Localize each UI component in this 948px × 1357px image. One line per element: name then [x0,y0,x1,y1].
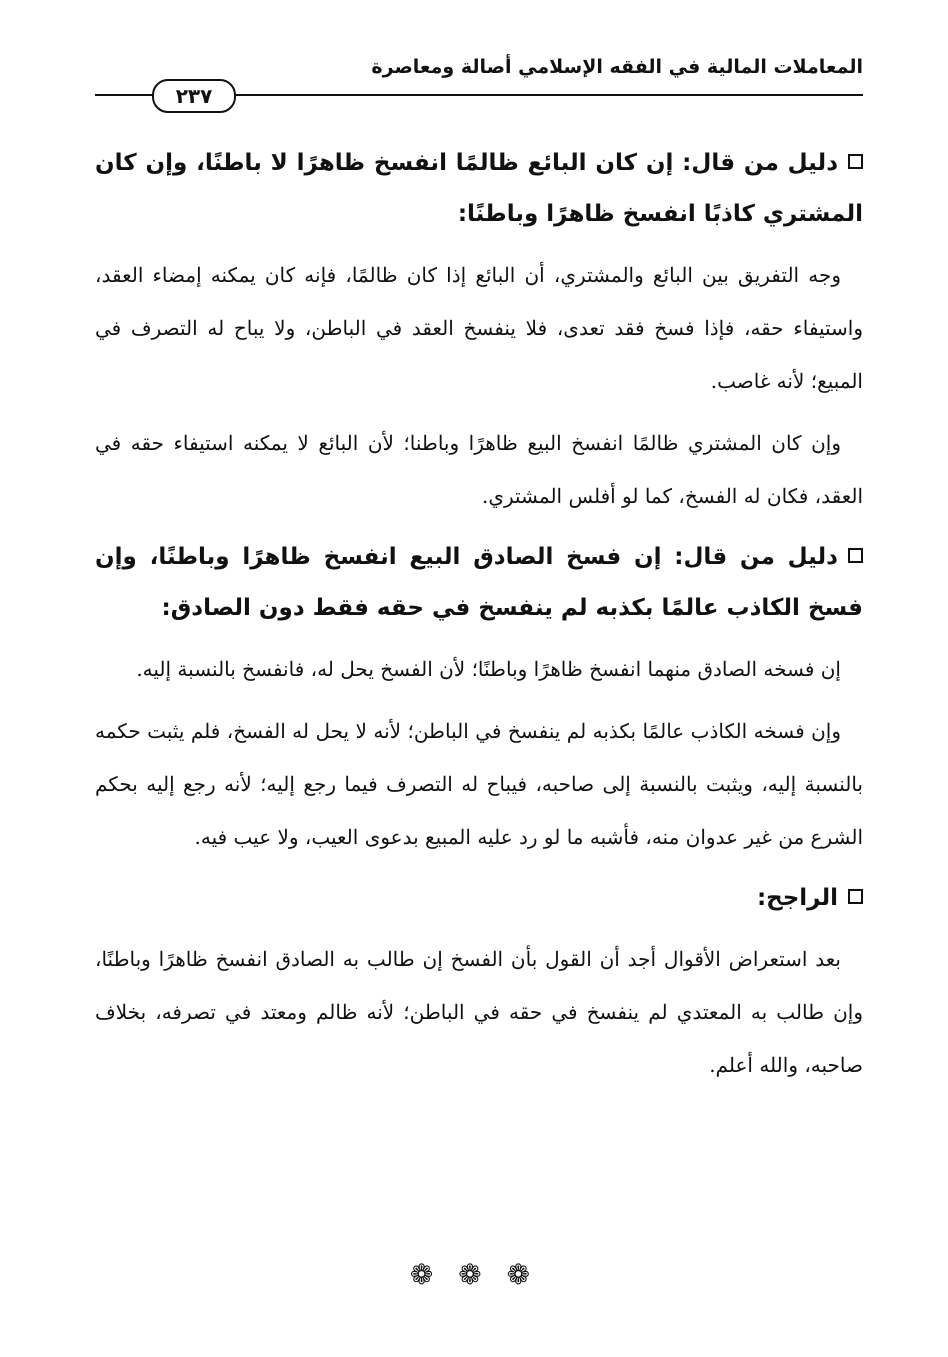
section-heading [95,873,863,924]
running-title: المعاملات المالية في الفقه الإسلامي أصالة ومعاصرة [371,56,863,78]
paragraph: وإن كان المشتري ظالمًا انفسخ البيع ظاهرًا وباطنا؛ لأن البائع لا يمكنه استيفاء حقه في العقد، فكان له الفسخ، كما لو أفلس المشتري. [95,431,863,508]
paragraph: بعد استعراض الأقوال أجد أن القول بأن الفسخ إن طالب به الصادق انفسخ ظاهرًا وباطنًا، وإن طالب به المعتدي لم ينفسخ في حقه في الباطن؛ لأنه ظالم ومعتد في تصرفه، بخلاف صاحبه، والله أعلم. [95,947,863,1077]
section-heading-text: الراجح: [756,885,838,911]
end-ornament-icon: ❁ ❁ ❁ [409,1258,539,1291]
square-bullet-icon [848,889,863,904]
section-heading-text: دليل من قال: إن كان البائع ظالمًا انفسخ ظاهرًا لا باطنًا، وإن كان المشتري كاذبًا انفسخ ظاهرًا وباطنًا: [95,150,863,227]
page-header [95,52,863,112]
page-number: ٢٣٧ [152,79,236,113]
section-heading-text: دليل من قال: إن فسخ الصادق البيع انفسخ ظاهرًا وباطنًا، وإن فسخ الكاذب عالمًا بكذبه لم ينفسخ في حقه فقط دون الصادق: [95,544,863,621]
paragraph: وجه التفريق بين البائع والمشتري، أن البائع إذا كان ظالمًا، فإنه كان يمكنه إمضاء العقد، واستيفاء حقه، فإذا فسخ فقد تعدى، فلا ينفسخ العقد في الباطن، ولا يباح له التصرف في المبيع؛ لأنه غاصب. [95,263,863,393]
section-heading [95,532,863,634]
page-body [95,138,863,1101]
square-bullet-icon [848,548,863,563]
paragraph: إن فسخه الصادق منهما انفسخ ظاهرًا وباطنًا؛ لأن الفسخ يحل له، فانفسخ بالنسبة إليه. [136,657,841,681]
section-heading [95,138,863,240]
paragraph: وإن فسخه الكاذب عالمًا بكذبه لم ينفسخ في الباطن؛ لأنه لا يحل له الفسخ، فلم يثبت حكمه بالنسبة إليه، ويثبت بالنسبة إلى صاحبه، فيباح له التصرف فيما رجع إليه؛ لأنه رجع إليه بحكم الشرع من غير عدوان منه، فأشبه ما لو رد عليه المبيع بدعوى العيب، ولا عيب فيه. [95,719,863,849]
square-bullet-icon [848,154,863,169]
